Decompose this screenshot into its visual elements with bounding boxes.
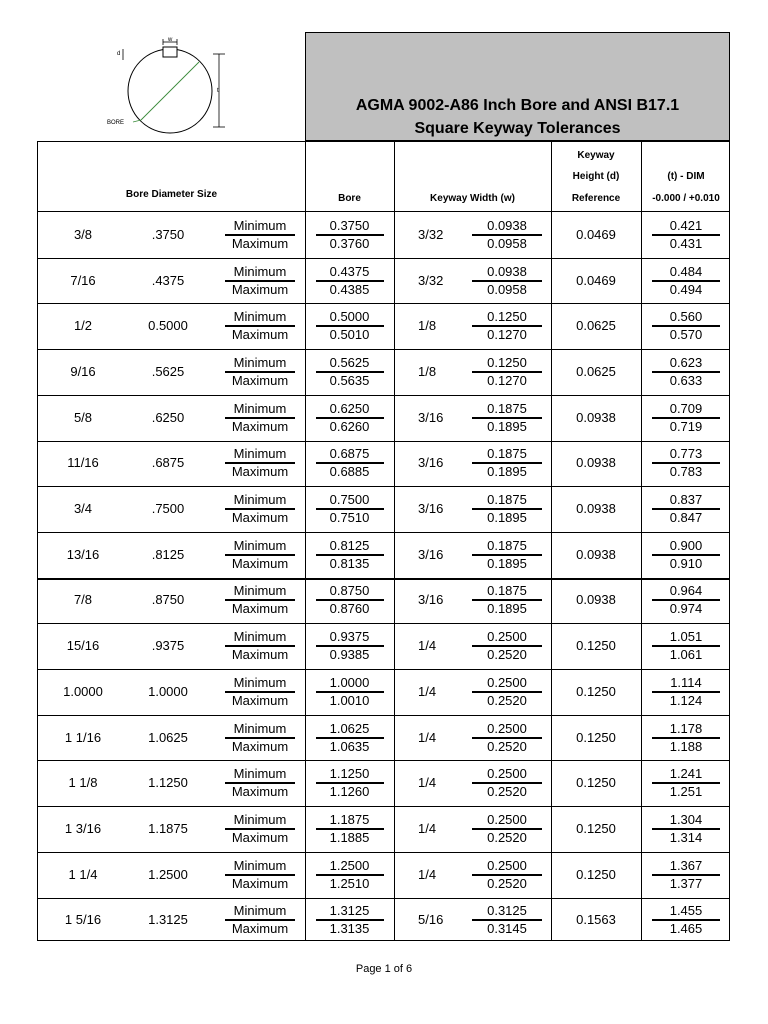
bore-max-value: 1.1260: [329, 784, 370, 800]
bore-max-value: 0.6260: [329, 418, 370, 434]
keyway-max-value: 0.1895: [487, 601, 527, 617]
bore-max-value: 0.3760: [329, 235, 370, 251]
t-dim-rule: [652, 462, 720, 464]
bore-max-value: 0.8135: [329, 555, 370, 571]
bore-fraction: 7/8: [73, 592, 93, 608]
keyway-min-value: 0.0938: [487, 263, 527, 279]
diagram-label-d: d: [117, 51, 121, 57]
t-dim-max-value: 1.124: [669, 692, 703, 708]
keyway-rule: [472, 234, 542, 236]
keyway-height-value: 0.0938: [576, 455, 616, 471]
t-dim-rule: [652, 325, 720, 327]
maximum-label: Maximum: [231, 235, 289, 251]
keyway-rule: [472, 691, 542, 693]
t-dim-rule: [652, 554, 720, 556]
maximum-label: Maximum: [231, 647, 289, 663]
colhdr-bore-size: Bore Diameter Size: [125, 189, 218, 200]
t-dim-max-value: 1.251: [669, 784, 703, 800]
bore-decimal: 1.2500: [148, 866, 188, 882]
page-number: Page 1 of 6: [355, 963, 413, 975]
t-dim-min-value: 1.367: [669, 857, 703, 873]
t-dim-max-value: 0.633: [669, 372, 703, 388]
keyway-min-value: 0.1875: [487, 583, 527, 599]
bore-min-value: 0.5000: [329, 309, 370, 325]
keyway-min-value: 0.1875: [487, 537, 527, 553]
row-divider: [38, 578, 729, 580]
keyway-fraction: 1/4: [418, 820, 437, 836]
bore-min-value: 1.0625: [329, 720, 370, 736]
maximum-label: Maximum: [231, 555, 289, 571]
t-dim-max-value: 1.465: [669, 921, 703, 937]
row-divider: [38, 349, 729, 350]
keyway-rule: [472, 325, 542, 327]
maximum-label: Maximum: [231, 281, 289, 297]
row-divider: [38, 806, 729, 807]
keyway-max-value: 0.2520: [487, 784, 527, 800]
keyway-max-value: 0.0958: [487, 235, 527, 251]
keyway-max-value: 0.0958: [487, 281, 527, 297]
keyway-height-value: 0.1563: [576, 912, 616, 928]
minimum-label: Minimum: [233, 903, 287, 919]
row-divider: [38, 669, 729, 670]
keyway-rule: [472, 919, 542, 921]
t-dim-rule: [652, 371, 720, 373]
keyway-rule: [472, 828, 542, 830]
t-dim-rule: [652, 508, 720, 510]
keyway-fraction: 3/32: [418, 272, 444, 288]
bore-min-value: 1.2500: [329, 857, 370, 873]
t-dim-rule: [652, 874, 720, 876]
t-dim-min-value: 1.114: [670, 674, 702, 690]
keyway-height-value: 0.1250: [576, 729, 616, 745]
min-max-rule: [225, 371, 295, 373]
row-divider: [38, 852, 729, 853]
minimum-label: Minimum: [233, 446, 287, 462]
keyway-height-value: 0.1250: [576, 866, 616, 882]
keyway-height-value: 0.0938: [576, 409, 616, 425]
maximum-label: Maximum: [231, 464, 289, 480]
bore-min-value: 0.6875: [329, 446, 370, 462]
keyway-max-value: 0.2520: [487, 647, 527, 663]
bore-fraction: 1/2: [73, 318, 93, 334]
t-dim-min-value: 0.623: [669, 354, 703, 370]
bore-decimal: .4375: [151, 272, 185, 288]
keyway-min-value: 0.0938: [487, 217, 527, 233]
bore-max-value: 1.2510: [329, 875, 370, 891]
bore-rule: [316, 919, 384, 921]
keyway-fraction: 1/8: [418, 363, 437, 379]
keyway-max-value: 0.1895: [487, 464, 527, 480]
t-dim-min-value: 1.304: [669, 811, 703, 827]
keyway-rule: [472, 280, 542, 282]
bore-rule: [316, 371, 384, 373]
keyway-min-value: 0.2500: [487, 629, 527, 645]
maximum-label: Maximum: [231, 601, 289, 617]
keyway-min-value: 0.2500: [487, 811, 527, 827]
bore-fraction: 3/8: [73, 226, 93, 242]
keyway-min-value: 0.2500: [487, 857, 527, 873]
title-box: [305, 32, 730, 141]
bore-fraction: 1 1/16: [64, 729, 102, 745]
colhdr-bore: Bore: [338, 193, 361, 204]
minimum-label: Minimum: [233, 766, 287, 782]
keyway-rule: [472, 645, 542, 647]
col-divider: [394, 142, 395, 940]
min-max-rule: [225, 325, 295, 327]
minimum-label: Minimum: [233, 811, 287, 827]
min-max-rule: [225, 782, 295, 784]
bore-rule: [316, 599, 384, 601]
keyway-height-value: 0.0938: [576, 501, 616, 517]
maximum-label: Maximum: [231, 692, 289, 708]
minimum-label: Minimum: [233, 629, 287, 645]
bore-min-value: 0.3750: [329, 217, 370, 233]
t-dim-max-value: 0.719: [669, 418, 703, 434]
bore-rule: [316, 737, 384, 739]
row-divider: [38, 532, 729, 533]
keyway-max-value: 0.1895: [487, 510, 527, 526]
t-dim-min-value: 0.964: [669, 583, 703, 599]
page-title-line1: AGMA 9002-A86 Inch Bore and ANSI B17.1: [355, 97, 680, 114]
t-dim-rule: [652, 645, 720, 647]
bore-min-value: 0.4375: [329, 263, 370, 279]
minimum-label: Minimum: [233, 263, 287, 279]
keyway-min-value: 0.1250: [487, 354, 527, 370]
keyway-fraction: 3/16: [418, 501, 444, 517]
colhdr-t-dim-1: (t) - DIM: [667, 171, 705, 182]
keyway-max-value: 0.2520: [487, 829, 527, 845]
bore-fraction: 1 3/16: [64, 820, 102, 836]
min-max-rule: [225, 691, 295, 693]
t-dim-min-value: 1.241: [669, 766, 703, 782]
bore-min-value: 0.5625: [329, 354, 370, 370]
keyway-height-value: 0.0625: [576, 318, 616, 334]
bore-min-value: 0.7500: [329, 492, 370, 508]
bore-fraction: 3/4: [73, 501, 93, 517]
keyway-rule: [472, 874, 542, 876]
t-dim-max-value: 0.974: [669, 601, 703, 617]
t-dim-min-value: 1.178: [669, 720, 703, 736]
t-dim-rule: [652, 737, 720, 739]
min-max-rule: [225, 874, 295, 876]
keyway-min-value: 0.1875: [487, 446, 527, 462]
bore-max-value: 0.5010: [329, 327, 370, 343]
keyway-min-value: 0.2500: [487, 720, 527, 736]
row-divider: [38, 486, 729, 487]
keyway-rule: [472, 782, 542, 784]
page-title-line2: Square Keyway Tolerances: [414, 120, 621, 137]
keyway-fraction: 3/16: [418, 455, 444, 471]
maximum-label: Maximum: [231, 510, 289, 526]
t-dim-max-value: 0.494: [669, 281, 703, 297]
keyway-height-value: 0.0469: [576, 226, 616, 242]
keyway-min-value: 0.2500: [487, 674, 527, 690]
maximum-label: Maximum: [231, 372, 289, 388]
bore-decimal: .8125: [151, 546, 185, 562]
minimum-label: Minimum: [233, 309, 287, 325]
keyway-fraction: 3/16: [418, 546, 444, 562]
t-dim-max-value: 0.570: [669, 327, 703, 343]
t-dim-min-value: 0.837: [669, 492, 703, 508]
maximum-label: Maximum: [231, 738, 289, 754]
bore-fraction: 1 1/8: [68, 775, 98, 791]
min-max-rule: [225, 280, 295, 282]
keyway-min-value: 0.2500: [487, 766, 527, 782]
keyway-rule: [472, 371, 542, 373]
min-max-rule: [225, 737, 295, 739]
t-dim-rule: [652, 691, 720, 693]
t-dim-max-value: 0.783: [669, 464, 703, 480]
bore-fraction: 15/16: [66, 638, 100, 654]
row-divider: [38, 623, 729, 624]
minimum-label: Minimum: [233, 492, 287, 508]
maximum-label: Maximum: [231, 829, 289, 845]
bore-rule: [316, 645, 384, 647]
keyway-fraction: 5/16: [418, 912, 444, 928]
min-max-rule: [225, 828, 295, 830]
bore-rule: [316, 828, 384, 830]
t-dim-rule: [652, 782, 720, 784]
bore-min-value: 0.9375: [329, 629, 370, 645]
t-dim-rule: [652, 280, 720, 282]
bore-max-value: 0.7510: [329, 510, 370, 526]
keyway-rule: [472, 554, 542, 556]
min-max-rule: [225, 462, 295, 464]
keyway-max-value: 0.2520: [487, 692, 527, 708]
keyway-rule: [472, 599, 542, 601]
t-dim-max-value: 1.314: [669, 829, 703, 845]
row-divider: [38, 395, 729, 396]
min-max-rule: [225, 645, 295, 647]
header-divider: [38, 211, 729, 212]
bore-decimal: 1.0625: [148, 729, 188, 745]
t-dim-max-value: 0.910: [669, 555, 703, 571]
keyway-height-value: 0.0938: [576, 546, 616, 562]
t-dim-max-value: 0.431: [669, 235, 703, 251]
row-divider: [38, 760, 729, 761]
bore-rule: [316, 325, 384, 327]
bore-fraction: 11/16: [67, 455, 99, 471]
bore-rule: [316, 874, 384, 876]
keyway-rule: [472, 508, 542, 510]
bore-min-value: 1.1250: [329, 766, 370, 782]
maximum-label: Maximum: [231, 784, 289, 800]
keyway-height-value: 0.0938: [576, 592, 616, 608]
minimum-label: Minimum: [233, 583, 287, 599]
bore-rule: [316, 462, 384, 464]
minimum-label: Minimum: [233, 537, 287, 553]
bore-decimal: .5625: [151, 363, 185, 379]
diagram-label-t: t: [217, 88, 219, 94]
bore-decimal: .8750: [151, 592, 185, 608]
bore-decimal: 1.1250: [148, 775, 188, 791]
t-dim-min-value: 0.421: [669, 217, 703, 233]
keyway-fraction: 1/4: [418, 683, 437, 699]
bore-rule: [316, 234, 384, 236]
keyway-min-value: 0.3125: [487, 903, 527, 919]
minimum-label: Minimum: [233, 857, 287, 873]
bore-fraction: 5/8: [73, 409, 93, 425]
t-dim-rule: [652, 828, 720, 830]
maximum-label: Maximum: [231, 921, 289, 937]
bore-rule: [316, 691, 384, 693]
bore-min-value: 1.0000: [329, 674, 370, 690]
keyway-max-value: 0.2520: [487, 738, 527, 754]
colhdr-t-dim-2: -0.000 / +0.010: [652, 193, 720, 204]
minimum-label: Minimum: [233, 674, 287, 690]
keyway-fraction: 3/16: [418, 409, 444, 425]
bore-rule: [316, 280, 384, 282]
keyway-fraction: 1/4: [418, 638, 437, 654]
bore-fraction: 1.0000: [63, 683, 103, 699]
bore-fraction: 13/16: [66, 546, 100, 562]
bore-decimal: .3750: [151, 226, 185, 242]
bore-decimal: .9375: [151, 638, 185, 654]
t-dim-max-value: 1.188: [669, 738, 703, 754]
keyway-rule: [472, 417, 542, 419]
keyway-height-value: 0.1250: [576, 683, 616, 699]
t-dim-rule: [652, 599, 720, 601]
keyway-height-value: 0.1250: [576, 775, 616, 791]
bore-keyway-illustration: [37, 32, 305, 141]
colhdr-keyway-height-1: Keyway: [577, 150, 615, 161]
t-dim-rule: [652, 919, 720, 921]
keyway-height-value: 0.1250: [576, 638, 616, 654]
keyway-fraction: 1/8: [418, 318, 437, 334]
diagram-label-w: w: [168, 37, 173, 43]
maximum-label: Maximum: [231, 875, 289, 891]
bore-max-value: 0.4385: [329, 281, 370, 297]
min-max-rule: [225, 599, 295, 601]
keyway-rule: [472, 462, 542, 464]
bore-fraction: 9/16: [70, 363, 96, 379]
minimum-label: Minimum: [233, 400, 287, 416]
keyway-fraction: 1/4: [418, 866, 437, 882]
bore-rule: [316, 417, 384, 419]
row-divider: [38, 898, 729, 899]
bore-min-value: 0.6250: [329, 400, 370, 416]
bore-min-value: 1.3125: [329, 903, 370, 919]
bore-decimal: 1.0000: [148, 683, 188, 699]
bore-max-value: 1.0635: [329, 738, 370, 754]
t-dim-rule: [652, 234, 720, 236]
bore-max-value: 0.8760: [329, 601, 370, 617]
bore-min-value: 0.8125: [329, 537, 370, 553]
bore-fraction: 1 5/16: [64, 912, 102, 928]
bore-decimal: 1.3125: [148, 912, 188, 928]
t-dim-min-value: 0.560: [669, 309, 703, 325]
bore-decimal: .6875: [151, 455, 185, 471]
t-dim-rule: [652, 417, 720, 419]
diagram-label-bore: BORE: [107, 120, 125, 126]
bore-decimal: 0.5000: [148, 318, 188, 334]
min-max-rule: [225, 508, 295, 510]
keyway-height-value: 0.0625: [576, 363, 616, 379]
keyway-min-value: 0.1250: [487, 309, 527, 325]
t-dim-min-value: 0.484: [669, 263, 703, 279]
keyway-height-value: 0.1250: [576, 820, 616, 836]
tolerance-table: [37, 141, 730, 941]
t-dim-min-value: 0.900: [669, 537, 703, 553]
min-max-rule: [225, 919, 295, 921]
bore-rule: [316, 554, 384, 556]
bore-min-value: 0.8750: [329, 583, 370, 599]
t-dim-max-value: 0.847: [669, 510, 703, 526]
colhdr-keyway-width: Keyway Width (w): [430, 193, 515, 204]
row-divider: [38, 441, 729, 442]
bore-max-value: 0.9385: [329, 647, 370, 663]
bore-rule: [316, 508, 384, 510]
maximum-label: Maximum: [231, 418, 289, 434]
keyway-max-value: 0.3145: [487, 921, 527, 937]
bore-max-value: 1.1885: [329, 829, 370, 845]
keyway-fraction: 1/4: [418, 775, 437, 791]
bore-fraction: 7/16: [70, 272, 96, 288]
min-max-rule: [225, 234, 295, 236]
bore-min-value: 1.1875: [329, 811, 370, 827]
keyway-min-value: 0.1875: [487, 400, 527, 416]
keyway-max-value: 0.1895: [487, 555, 527, 571]
bore-decimal: 1.1875: [148, 820, 188, 836]
row-divider: [38, 258, 729, 259]
maximum-label: Maximum: [231, 327, 289, 343]
keyway-fraction: 3/16: [418, 592, 444, 608]
t-dim-max-value: 1.377: [669, 875, 703, 891]
t-dim-max-value: 1.061: [669, 647, 703, 663]
keyway-fraction: 3/32: [418, 226, 444, 242]
keyway-diagram: [37, 32, 305, 141]
keyway-max-value: 0.1270: [487, 372, 527, 388]
minimum-label: Minimum: [233, 217, 287, 233]
bore-fraction: 1 1/4: [68, 866, 98, 882]
colhdr-keyway-height-2: Height (d): [572, 171, 620, 182]
colhdr-keyway-height-3: Reference: [571, 193, 621, 204]
t-dim-min-value: 0.773: [669, 446, 703, 462]
bore-decimal: .7500: [151, 501, 185, 517]
keyway-height-value: 0.0469: [576, 272, 616, 288]
bore-max-value: 0.5635: [329, 372, 370, 388]
minimum-label: Minimum: [233, 720, 287, 736]
t-dim-min-value: 0.709: [669, 400, 703, 416]
row-divider: [38, 303, 729, 304]
keyway-rule: [472, 737, 542, 739]
keyway-min-value: 0.1875: [487, 492, 527, 508]
bore-max-value: 1.0010: [329, 692, 370, 708]
keyway-max-value: 0.2520: [487, 875, 527, 891]
bore-max-value: 1.3135: [329, 921, 370, 937]
min-max-rule: [225, 554, 295, 556]
bore-max-value: 0.6885: [329, 464, 370, 480]
keyway-max-value: 0.1270: [487, 327, 527, 343]
t-dim-min-value: 1.455: [669, 903, 703, 919]
keyway-fraction: 1/4: [418, 729, 437, 745]
bore-decimal: .6250: [151, 409, 185, 425]
t-dim-min-value: 1.051: [669, 629, 703, 645]
row-divider: [38, 715, 729, 716]
bore-rule: [316, 782, 384, 784]
keyway-max-value: 0.1895: [487, 418, 527, 434]
min-max-rule: [225, 417, 295, 419]
minimum-label: Minimum: [233, 354, 287, 370]
